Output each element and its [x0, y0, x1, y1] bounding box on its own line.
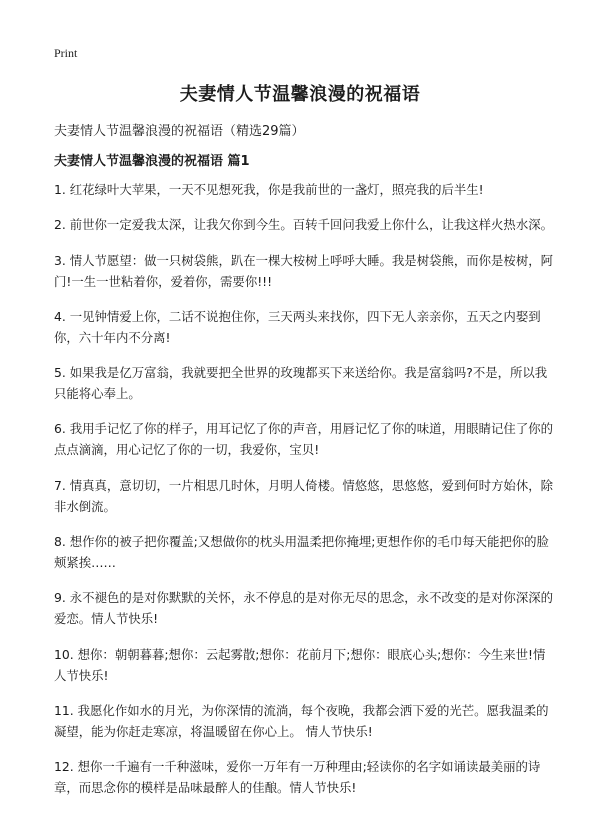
blessing-item-8: 8. 想作你的被子把你覆盖;又想做你的枕头用温柔把你掩埋;更想作你的毛巾每天能把你的脸颊紧挨……: [54, 534, 549, 571]
blessing-item-7: 7. 情真真，意切切，一片相思几时休，月明人倚楼。情悠悠，思悠悠，爱到何时方始休，除非水倒流。: [54, 477, 553, 514]
blessing-item-4: 4. 一见钟情爱上你，二话不说抱住你，三天两头来找你，四下无人亲亲你，五天之内娶到你，六十年内不分离!: [54, 308, 541, 345]
section-heading: 夫妻情人节温馨浪漫的祝福语 篇1: [54, 154, 250, 169]
print-link[interactable]: Print: [54, 46, 78, 60]
blessing-item-9: 9. 永不褪色的是对你默默的关怀，永不停息的是对你无尽的思念，永不改变的是对你深深的爱恋。情人节快乐!: [54, 590, 553, 627]
blessing-list: [54, 179, 554, 813]
page-title: 夫妻情人节温馨浪漫的祝福语: [179, 84, 421, 105]
blessing-item-11: 11. 我愿化作如水的月光，为你深情的流淌，每个夜晚，我都会洒下爱的光芒。愿我温柔的凝望，能为你赶走寒凉，将温暖留在你心上。 情人节快乐!: [54, 702, 549, 739]
blessing-item-5: 5. 如果我是亿万富翁，我就要把全世界的玫瑰都买下来送给你。我是富翁吗?不是，所以我只能将心奉上。: [54, 365, 548, 402]
blessing-item-12: 12. 想你一千遍有一千种滋味，爱你一万年有一万种理由;轻读你的名字如诵读最美丽的诗章，而思念你的模样是品味最醉人的佳酿。情人节快乐!: [54, 759, 541, 796]
blessing-item-6: 6. 我用手记忆了你的样子，用耳记忆了你的声音，用唇记忆了你的味道，用眼睛记住了你的点点滴滴，用心记忆了你的一切，我爱你，宝贝!: [54, 421, 553, 458]
blessing-item-2: 2. 前世你一定爱我太深，让我欠你到今生。百转千回问我爱上你什么，让我这样火热水深。: [54, 217, 553, 233]
blessing-item-1: 1. 红花绿叶大苹果，一天不见想死我，你是我前世的一盏灯，照亮我的后半生!: [54, 182, 484, 197]
document-subtitle: 夫妻情人节温馨浪漫的祝福语（精选29篇）: [54, 124, 305, 139]
blessing-item-10: 10. 想你：朝朝暮暮;想你：云起雾散;想你：花前月下;想你：眼底心头;想你：今生来世!情人节快乐!: [54, 646, 546, 683]
blessing-item-3: 3. 情人节愿望：做一只树袋熊，趴在一棵大桉树上呼呼大睡。我是树袋熊，而你是桉树，阿门!一生一世粘着你，爱着你，需要你!!!: [54, 252, 553, 289]
